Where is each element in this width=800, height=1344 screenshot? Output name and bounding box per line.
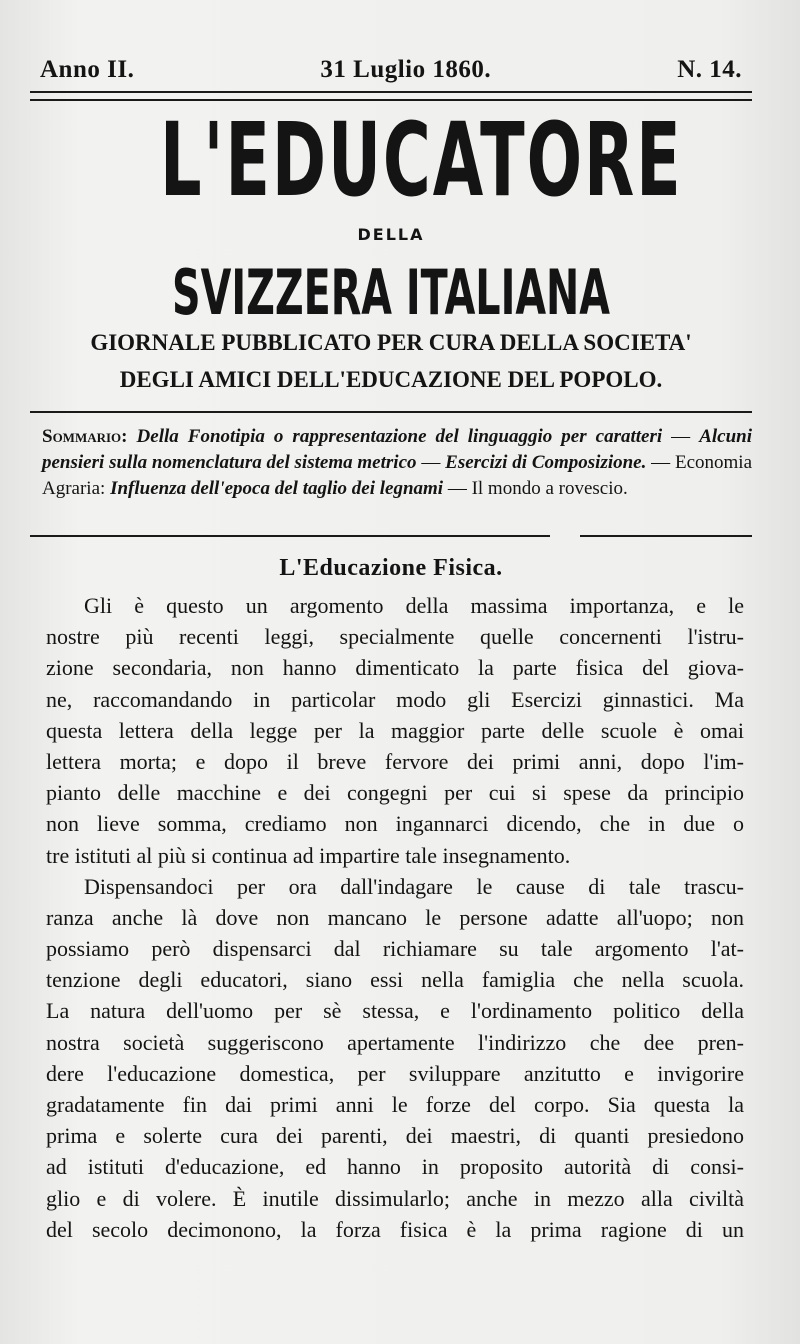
masthead (40, 56, 742, 84)
article-line: glio e di volere. È inutile dissimularlo; anche in mezzo alla civiltà (46, 1185, 744, 1211)
article-line: tenzione degli educatori, siano essi nella famiglia che nella scuola. (46, 967, 744, 993)
issue-date: 31 Luglio 1860. (320, 56, 492, 83)
article-line: questa lettera della legge per la maggior parte delle scuole è omai (46, 717, 744, 743)
summary-label: Sommario: (42, 426, 128, 447)
article-line: possiamo però dispensarci dal richiamare su tale argomento l'at- (46, 936, 744, 962)
issue-number: N. 14. (677, 56, 742, 83)
article-line: Dispensandoci per ora dall'indagare le cause di tale trascu- (84, 873, 744, 899)
summary-rule-left (30, 535, 550, 537)
masthead-double-rule (30, 91, 752, 101)
article-line: prima e solerte cura dei parenti, dei maestri, di quanti presiedono (46, 1123, 744, 1149)
article-line: ranza anche là dove non mancano le persone adatte all'uopo; non (46, 904, 744, 930)
article-title: L'Educazione Fisica. (279, 555, 503, 581)
article-line: tre istituti al più si continua ad impartire tale insegnamento. (46, 842, 571, 868)
article-line: del secolo decimonono, la forza fisica è la prima ragione di un (46, 1216, 744, 1242)
newspaper-subtitle: SVIZZERA ITALIANA (172, 256, 610, 329)
summary-separator: — (416, 452, 446, 473)
article-line: lettera morta; e dopo il breve fervore dei primi anni, dopo l'im- (46, 748, 744, 774)
summary-separator: — Economia Agraria: (42, 452, 753, 499)
article-line: Gli è questo un argomento della massima importanza, e le (84, 593, 744, 618)
subheading-line-1: GIORNALE PUBBLICATO PER CURA DELLA SOCIETA' (90, 330, 692, 355)
summary-item-influenza: Influenza dell'epoca del taglio dei legnami (110, 478, 444, 499)
newspaper-title: L'EDUCATORE (159, 101, 683, 220)
article-line: nostre più recenti leggi, specialmente quelle concernenti l'istru- (46, 624, 744, 650)
header-rule (30, 411, 752, 413)
article-body (46, 590, 744, 1245)
summary-item-fonotipia: Della Fonotipia o rappresentazione del linguaggio per caratteri (136, 426, 663, 447)
subheading-line-2: DEGLI AMICI DELL'EDUCAZIONE DEL POPOLO. (119, 367, 663, 392)
article-line: ad istituti d'educazione, ed hanno in proposito autorità di consi- (46, 1154, 744, 1180)
article-line: La natura dell'uomo per sè stessa, e l'ordinamento politico della (46, 998, 744, 1024)
issue-year: Anno II. (40, 56, 135, 83)
article-line: ne, raccomandando in particolar modo gli Esercizi ginnastici. Ma (46, 686, 744, 712)
summary-item-mondo: — Il mondo a rovescio. (443, 478, 628, 499)
article-line: dere l'educazione domestica, per sviluppare anzitutto e invigorire (46, 1060, 744, 1086)
table-of-contents (42, 424, 752, 502)
summary-rule-right (580, 535, 752, 537)
summary-item-esercizi: Esercizi di Composizione. (445, 452, 647, 473)
article-line: zione secondaria, non hanno dimenticato la parte fisica del giova- (46, 655, 744, 681)
article-line: gradatamente fin dai primi anni le forze del corpo. Sia questa la (46, 1092, 744, 1117)
article-line: non lieve somma, crediamo non ingannarci dicendo, che in due o (46, 811, 744, 837)
summary-separator: — (662, 426, 700, 447)
summary-item-nomenclatura: Alcuni pensieri sulla nomenclatura del sistema metrico (42, 426, 753, 473)
article-line: nostra società suggeriscono apertamente l'indirizzo che dee pren- (46, 1029, 744, 1055)
title-connector: DELLA (357, 225, 425, 244)
article-line: pianto delle macchine e dei congegni per cui si spese da principio (46, 780, 744, 806)
